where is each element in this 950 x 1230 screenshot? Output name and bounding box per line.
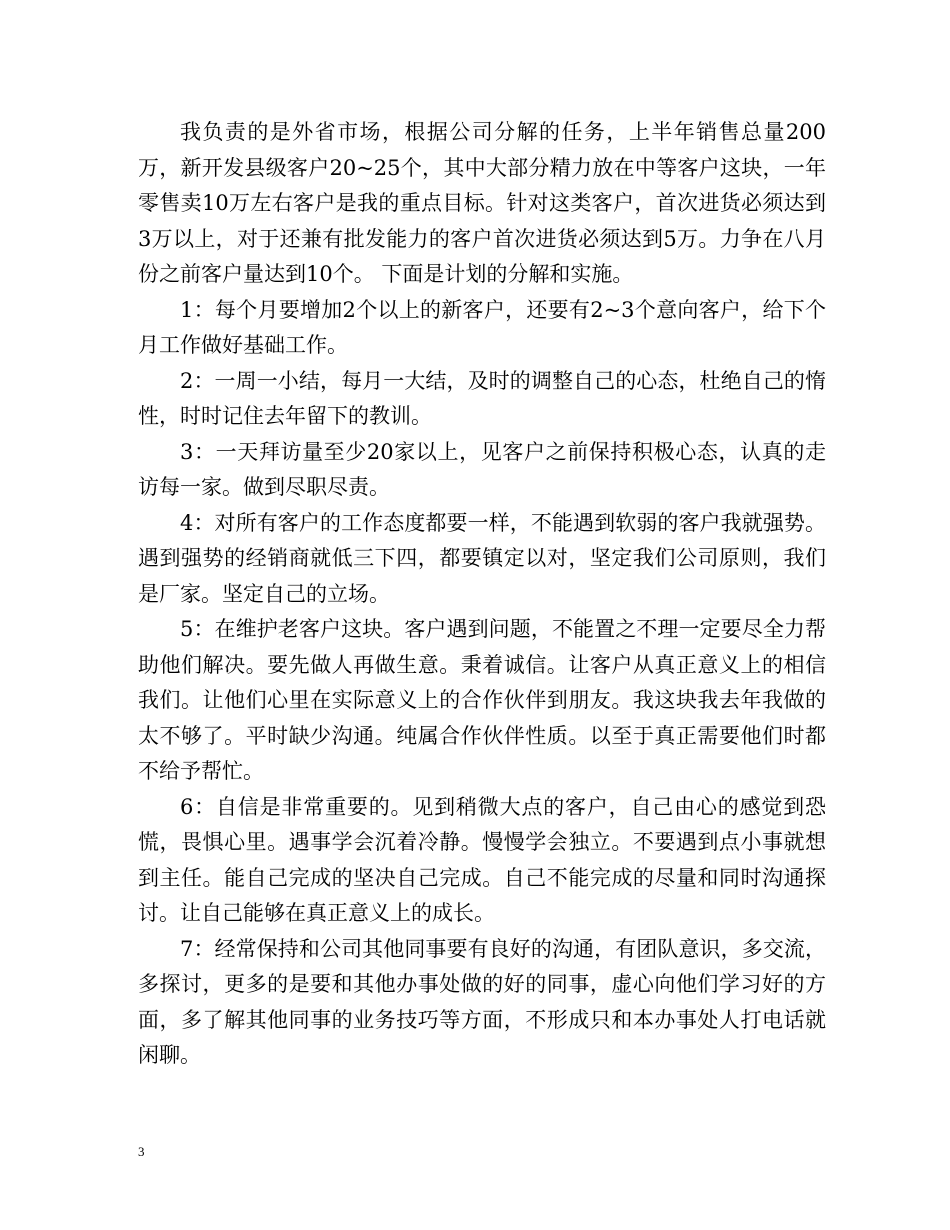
paragraph-item-4: 4：对所有客户的工作态度都要一样，不能遇到软弱的客户我就强势。遇到强势的经销商就低三下四，都要镇定以对，坚定我们公司原则，我们是厂家。坚定自己的立场。 <box>138 510 826 606</box>
paragraph-item-5: 5：在维护老客户这块。客户遇到问题，不能置之不理一定要尽全力帮助他们解决。要先做人再做生意。秉着诚信。让客户从真正意义上的相信我们。让他们心里在实际意义上的合作伙伴到朋友。我这块我去年我做的太不够了。平时缺少沟通。纯属合作伙伴性质。以至于真正需要他们时都不给予帮忙。 <box>138 617 826 783</box>
paragraph-item-6: 6：自信是非常重要的。见到稍微大点的客户，自己由心的感觉到恐慌，畏惧心里。遇事学会沉着冷静。慢慢学会独立。不要遇到点小事就想到主任。能自己完成的坚决自己完成。自己不能完成的尽量和同时沟通探讨。让自己能够在真正意义上的成长。 <box>138 794 826 925</box>
paragraph-item-1: 1：每个月要增加2个以上的新客户，还要有2~3个意向客户，给下个月工作做好基础工作。 <box>138 297 826 357</box>
paragraph-item-3: 3：一天拜访量至少20家以上，见客户之前保持积极心态，认真的走访每一家。做到尽职尽责。 <box>138 439 826 499</box>
paragraph-item-7: 7：经常保持和公司其他同事要有良好的沟通，有团队意识，多交流，多探讨，更多的是要和其他办事处做的好的同事，虚心向他们学习好的方面，多了解其他同事的业务技巧等方面，不形成只和本办事处人打电话就闲聊。 <box>138 936 826 1067</box>
paragraph-intro: 我负责的是外省市场，根据公司分解的任务，上半年销售总量200万，新开发县级客户20~25个，其中大部分精力放在中等客户这块，一年零售卖10万左右客户是我的重点目标。针对这类客户，首次进货必须达到3万以上，对于还兼有批发能力的客户首次进货必须达到5万。力争在八月份之前客户量达到10个。 下面是计划的分解和实施。 <box>138 120 826 286</box>
document-body <box>138 115 826 1074</box>
paragraph-item-2: 2：一周一小结，每月一大结，及时的调整自己的心态，杜绝自己的惰性，时时记住去年留下的教训。 <box>138 368 826 428</box>
page-number: 3 <box>138 1144 145 1159</box>
